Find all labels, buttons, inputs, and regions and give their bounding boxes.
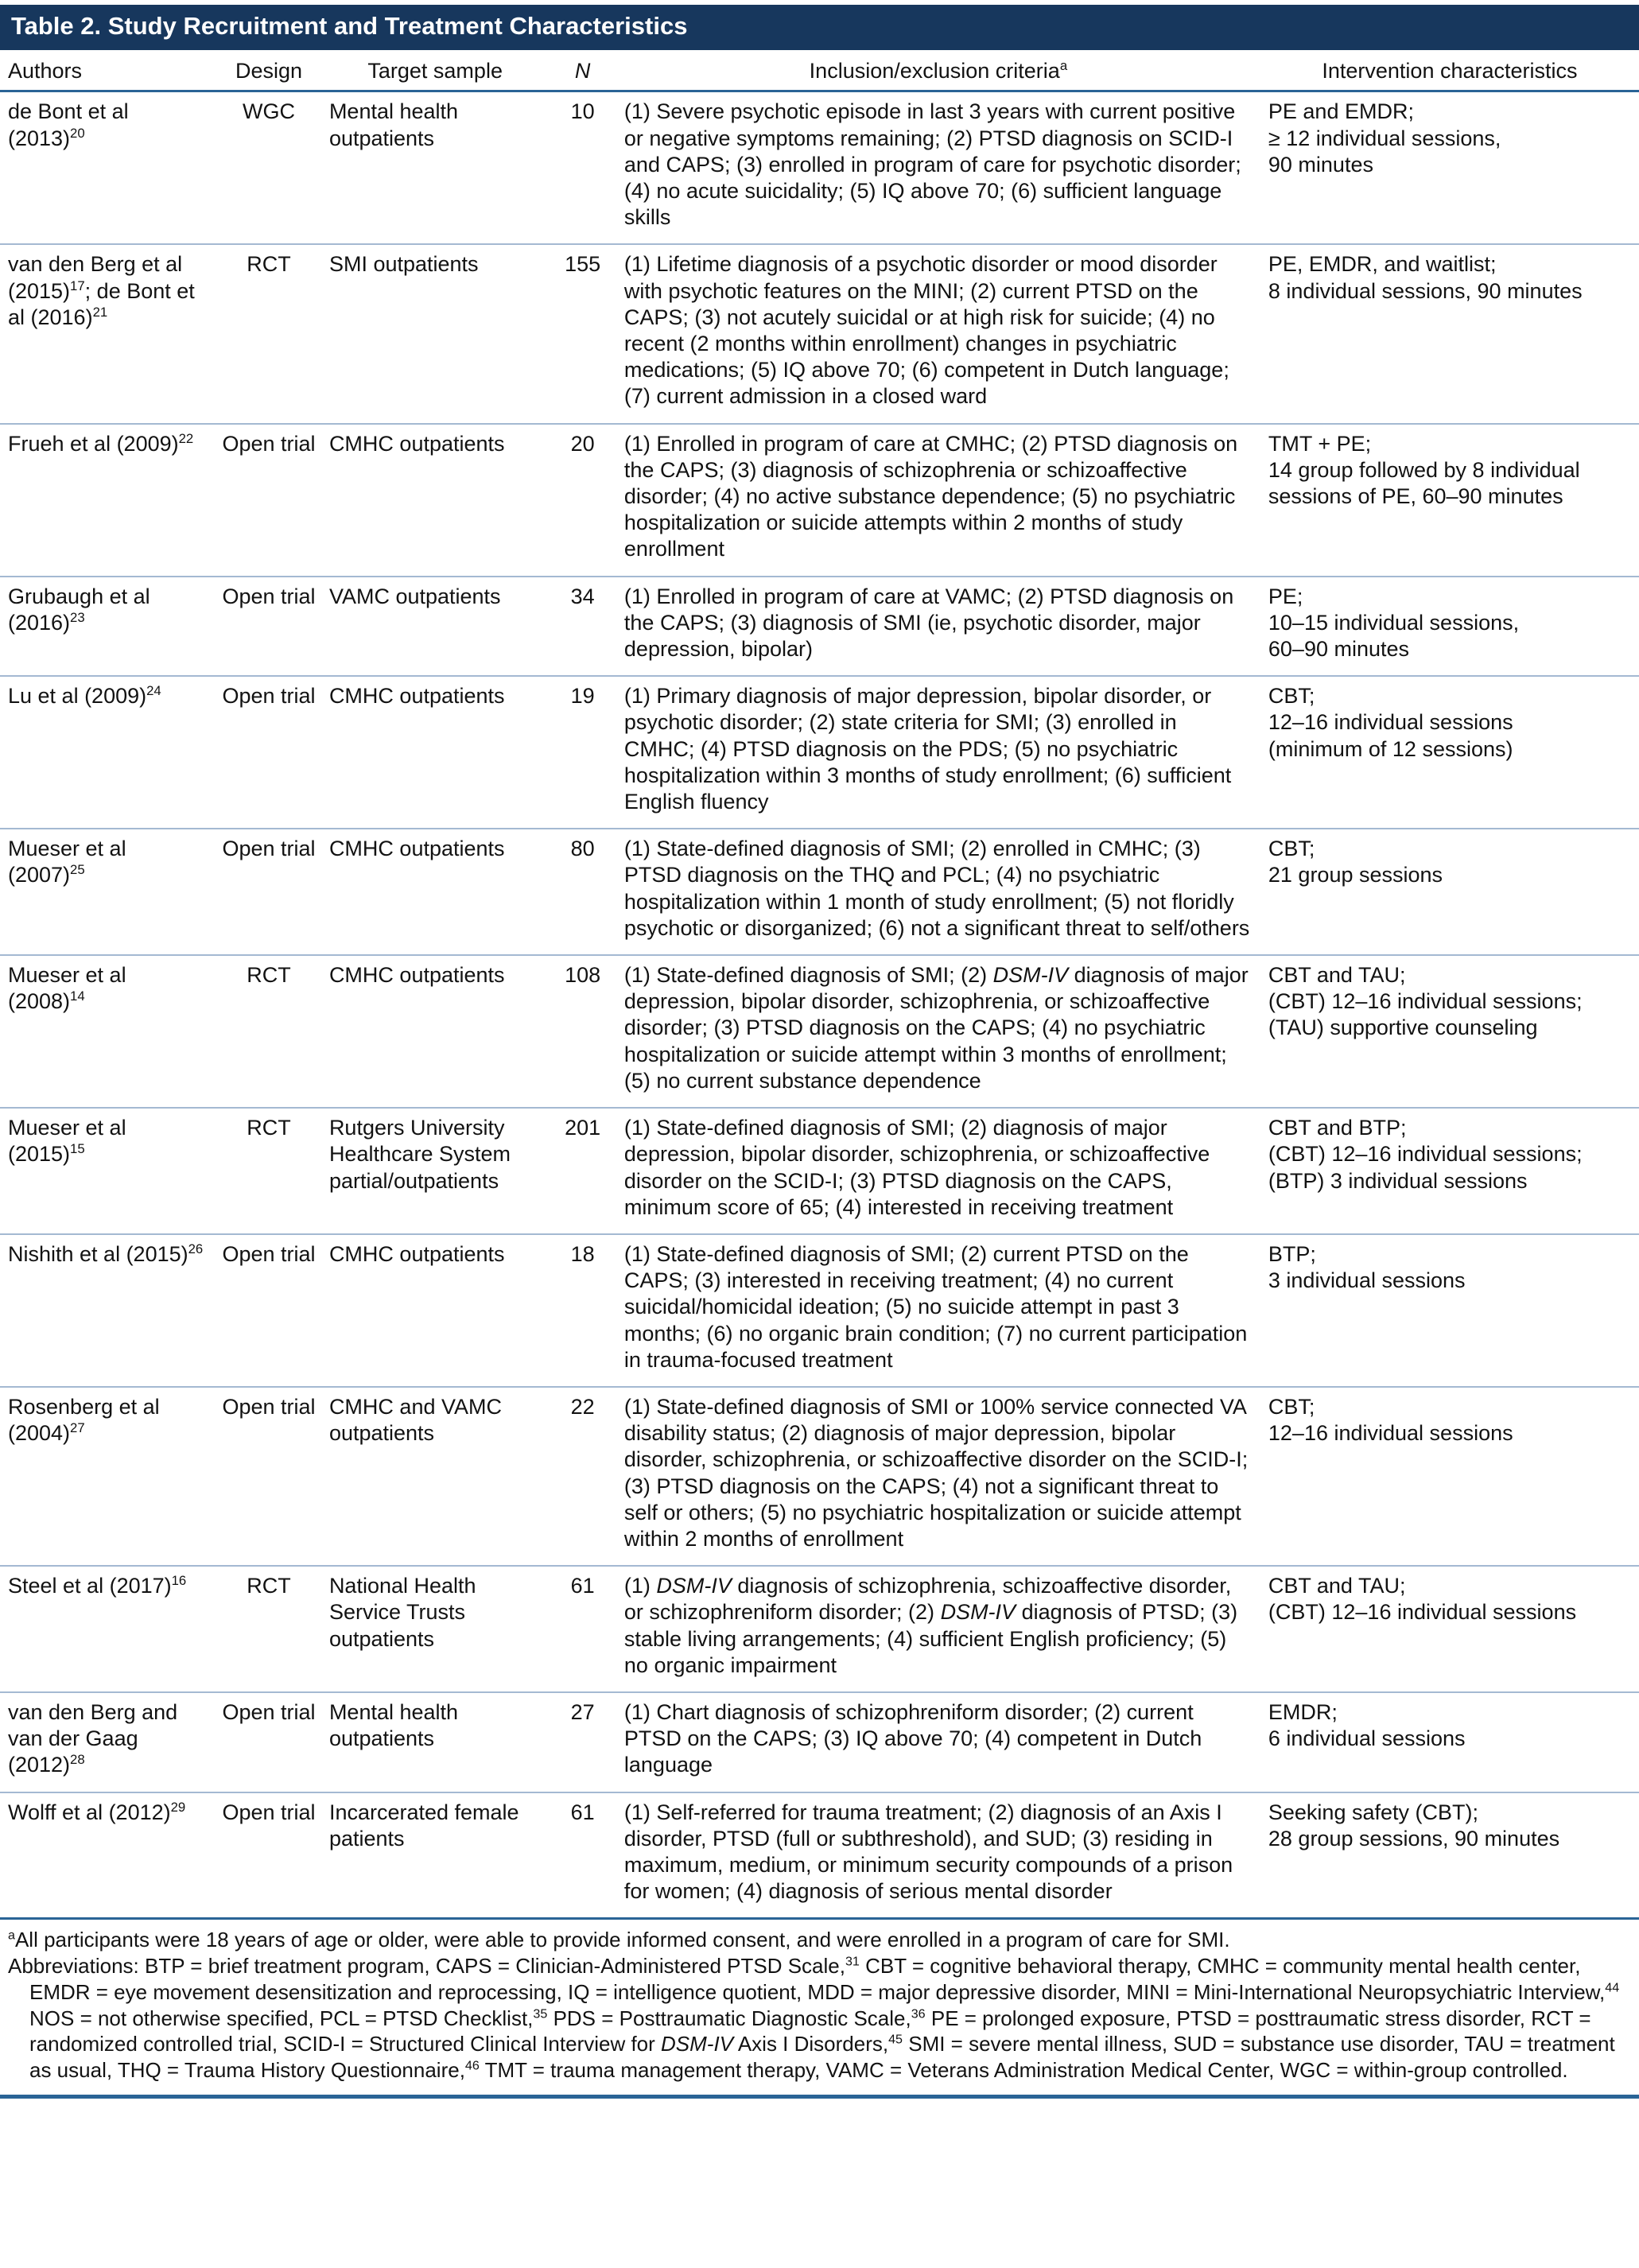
n-cell: 20: [549, 424, 616, 577]
table-row: [0, 577, 1639, 677]
intervention-cell: BTP; 3 individual sessions: [1260, 1234, 1639, 1387]
intervention-cell: CBT and TAU; (CBT) 12–16 individual sessions: [1260, 1566, 1639, 1692]
design-cell: RCT: [216, 1108, 321, 1234]
study-table: [0, 50, 1639, 1920]
intervention-cell: EMDR; 6 individual sessions: [1260, 1692, 1639, 1792]
target-sample-cell: CMHC outpatients: [321, 829, 549, 955]
authors-cell: Frueh et al $(2009)^{22}$: [0, 424, 216, 577]
criteria-cell: (1) Severe psychotic episode in last 3 years with current positive or negative symptoms remaining; (2) PTSD diagnosis on SCID-I and CAPS; (3) enrolled in program of care for psychotic disorder; (4) no acute suicidality; (5) IQ above 70; (6) sufficient language skills: [616, 91, 1260, 245]
column-header-n: N: [549, 50, 616, 91]
authors-cell: de Bont et al $(2013)^{20}$: [0, 91, 216, 245]
column-header-intervention: Intervention characteristics: [1260, 50, 1639, 91]
authors-cell: Nishith et al $(2015)^{26}$: [0, 1234, 216, 1387]
target-sample-cell: Mental health outpatients: [321, 91, 549, 245]
target-sample-cell: CMHC outpatients: [321, 676, 549, 829]
design-cell: RCT: [216, 244, 321, 423]
intervention-cell: TMT + PE; 14 group followed by 8 individual sessions of PE, 60–90 minutes: [1260, 424, 1639, 577]
footnote-participants: $^a$All participants were 18 years of age or older, were able to provide informed consent, and were enrolled in a program of care for SMI.: [8, 1928, 1230, 1952]
target-sample-cell: SMI outpatients: [321, 244, 549, 423]
footnote-abbreviations: Abbreviations: BTP = brief treatment program, CAPS = Clinician-Administered PTSD Scale,$^{31}$ CBT = cognitive behavioral therapy, CMHC = community mental health center, EMDR = eye movement desensitization and reprocessing, IQ = intelligence quotient, MDD = major depressive disorder, MINI = Mini-International Neuropsychiatric Interview,$^{44}$ NOS = not otherwise specified, PCL = PTSD Checklist,$^{35}$ PDS = Posttraumatic Diagnostic Scale,$^{36}$ PE = prolonged exposure, PTSD = posttraumatic stress disorder, RCT = randomized controlled trial, SCID-I = Structured Clinical Interview for DSM-IV Axis I Disorders,$^{45}$ SMI = severe mental illness, SUD = substance use disorder, TAU = treatment as usual, THQ = Trauma History Questionnaire,$^{46}$ TMT = trauma management therapy, VAMC = Veterans Administration Medical Center, WGC = within-group controlled.: [8, 1954, 1620, 2083]
table-header: [0, 50, 1639, 91]
criteria-cell: (1) State-defined diagnosis of SMI or 100% service connected VA disability status; (2) diagnosis of major depression, bipolar disorder, schizophrenia, or schizoaffective disorder on the SCID-I; (3) PTSD diagnosis on the CAPS; (4) not a significant threat to self or others; (5) no psychiatric hospitalization or suicide attempt within 2 months of enrollment: [616, 1387, 1260, 1566]
table-row: [0, 829, 1639, 955]
target-sample-cell: National Health Service Trusts outpatients: [321, 1566, 549, 1692]
intervention-cell: CBT; 12–16 individual sessions (minimum of 12 sessions): [1260, 676, 1639, 829]
intervention-cell: CBT and BTP; (CBT) 12–16 individual sessions; (BTP) 3 individual sessions: [1260, 1108, 1639, 1234]
authors-cell: Lu et al $(2009)^{24}$: [0, 676, 216, 829]
design-cell: RCT: [216, 955, 321, 1108]
criteria-cell: (1) Enrolled in program of care at VAMC; (2) PTSD diagnosis on the CAPS; (3) diagnosis of SMI (ie, psychotic disorder, major depression, bipolar): [616, 577, 1260, 677]
target-sample-cell: CMHC outpatients: [321, 955, 549, 1108]
table-row: [0, 955, 1639, 1108]
criteria-cell: (1) State-defined diagnosis of SMI; (2) current PTSD on the CAPS; (3) interested in receiving treatment; (4) no current suicidal/homicidal ideation; (5) no suicide attempt in past 3 months; (6) no organic brain condition; (7) no current participation in trauma-focused treatment: [616, 1234, 1260, 1387]
design-cell: Open trial: [216, 1692, 321, 1792]
authors-cell: Mueser et al $(2015)^{15}$: [0, 1108, 216, 1234]
intervention-cell: PE, EMDR, and waitlist; 8 individual sessions, 90 minutes: [1260, 244, 1639, 423]
table-row: [0, 676, 1639, 829]
table-title: Table 2. Study Recruitment and Treatment Characteristics: [11, 12, 688, 40]
table-row: [0, 1234, 1639, 1387]
column-header-criteria: Inclusion/exclusion criteria$^a$: [616, 50, 1260, 91]
footnotes: [0, 1920, 1639, 2099]
intervention-cell: PE; 10–15 individual sessions, 60–90 minutes: [1260, 577, 1639, 677]
intervention-cell: CBT; 21 group sessions: [1260, 829, 1639, 955]
intervention-cell: CBT and TAU; (CBT) 12–16 individual sessions; (TAU) supportive counseling: [1260, 955, 1639, 1108]
table-row: [0, 424, 1639, 577]
table-title-bar: [0, 5, 1639, 50]
authors-cell: Mueser et al $(2008)^{14}$: [0, 955, 216, 1108]
n-cell: 201: [549, 1108, 616, 1234]
target-sample-cell: CMHC outpatients: [321, 424, 549, 577]
column-header-design: Design: [216, 50, 321, 91]
table-row: [0, 1566, 1639, 1692]
n-cell: 27: [549, 1692, 616, 1792]
n-cell: 18: [549, 1234, 616, 1387]
column-header-authors: Authors: [0, 50, 216, 91]
intervention-cell: Seeking safety (CBT); 28 group sessions, 90 minutes: [1260, 1792, 1639, 1919]
header-row: [0, 50, 1639, 91]
column-header-target-sample: Target sample: [321, 50, 549, 91]
intervention-cell: PE and EMDR; ≥ 12 individual sessions, 90 minutes: [1260, 91, 1639, 245]
target-sample-cell: Mental health outpatients: [321, 1692, 549, 1792]
intervention-cell: CBT; 12–16 individual sessions: [1260, 1387, 1639, 1566]
table-row: [0, 1792, 1639, 1919]
criteria-cell: (1) Chart diagnosis of schizophreniform disorder; (2) current PTSD on the CAPS; (3) IQ above 70; (4) competent in Dutch language: [616, 1692, 1260, 1792]
design-cell: Open trial: [216, 676, 321, 829]
design-cell: Open trial: [216, 1234, 321, 1387]
authors-cell: Rosenberg et al $(2004)^{27}$: [0, 1387, 216, 1566]
criteria-cell: (1) DSM-IV diagnosis of schizophrenia, schizoaffective disorder, or schizophreniform disorder; (2) DSM-IV diagnosis of PTSD; (3) stable living arrangements; (4) sufficient English proficiency; (5) no organic impairment: [616, 1566, 1260, 1692]
criteria-cell: (1) Self-referred for trauma treatment; (2) diagnosis of an Axis I disorder, PTSD (full or subthreshold), and SUD; (3) residing in maximum, medium, or minimum security compounds of a prison for women; (4) diagnosis of serious mental disorder: [616, 1792, 1260, 1919]
n-cell: 155: [549, 244, 616, 423]
table-body: [0, 91, 1639, 1919]
table-row: [0, 244, 1639, 423]
target-sample-cell: CMHC and VAMC outpatients: [321, 1387, 549, 1566]
design-cell: Open trial: [216, 424, 321, 577]
authors-cell: van den Berg et al $(2015)^{17}$; de Bont et al $(2016)^{21}$: [0, 244, 216, 423]
table-row: [0, 1387, 1639, 1566]
n-cell: 61: [549, 1792, 616, 1919]
n-cell: 61: [549, 1566, 616, 1692]
design-cell: Open trial: [216, 577, 321, 677]
criteria-cell: (1) State-defined diagnosis of SMI; (2) enrolled in CMHC; (3) PTSD diagnosis on the THQ and PCL; (4) no psychiatric hospitalization within 1 month of study enrollment; (5) not floridly psychotic or disorganized; (6) not a significant threat to self/others: [616, 829, 1260, 955]
authors-cell: Mueser et al $(2007)^{25}$: [0, 829, 216, 955]
table-row: [0, 91, 1639, 245]
criteria-cell: (1) Lifetime diagnosis of a psychotic disorder or mood disorder with psychotic features on the MINI; (2) current PTSD on the CAPS; (3) not acutely suicidal or at high risk for suicide; (4) no recent (2 months within enrollment) changes in psychiatric medications; (5) IQ above 70; (6) competent in Dutch language; (7) current admission in a closed ward: [616, 244, 1260, 423]
n-cell: 108: [549, 955, 616, 1108]
design-cell: RCT: [216, 1566, 321, 1692]
target-sample-cell: Rutgers University Healthcare System partial/outpatients: [321, 1108, 549, 1234]
n-cell: 80: [549, 829, 616, 955]
criteria-cell: (1) State-defined diagnosis of SMI; (2) diagnosis of major depression, bipolar disorder, schizophrenia, or schizoaffective disorder on the SCID-I; (3) PTSD diagnosis on the CAPS, minimum score of 65; (4) interested in receiving treatment: [616, 1108, 1260, 1234]
criteria-cell: (1) Enrolled in program of care at CMHC; (2) PTSD diagnosis on the CAPS; (3) diagnosis of schizophrenia or schizoaffective disorder; (4) no active substance dependence; (5) no psychiatric hospitalization or suicide attempts within 2 months of study enrollment: [616, 424, 1260, 577]
authors-cell: van den Berg and van der Gaag $(2012)^{28}$: [0, 1692, 216, 1792]
authors-cell: Grubaugh et al $(2016)^{23}$: [0, 577, 216, 677]
authors-cell: Wolff et al $(2012)^{29}$: [0, 1792, 216, 1919]
criteria-cell: (1) Primary diagnosis of major depression, bipolar disorder, or psychotic disorder; (2) state criteria for SMI; (3) enrolled in CMHC; (4) PTSD diagnosis on the PDS; (5) no psychiatric hospitalization within 3 months of study enrollment; (6) sufficient English fluency: [616, 676, 1260, 829]
design-cell: Open trial: [216, 1792, 321, 1919]
table-row: [0, 1108, 1639, 1234]
n-cell: 10: [549, 91, 616, 245]
target-sample-cell: CMHC outpatients: [321, 1234, 549, 1387]
authors-cell: Steel et al $(2017)^{16}$: [0, 1566, 216, 1692]
table-row: [0, 1692, 1639, 1792]
target-sample-cell: Incarcerated female patients: [321, 1792, 549, 1919]
design-cell: Open trial: [216, 1387, 321, 1566]
n-cell: 19: [549, 676, 616, 829]
design-cell: WGC: [216, 91, 321, 245]
criteria-cell: (1) State-defined diagnosis of SMI; (2) DSM-IV diagnosis of major depression, bipolar disorder, schizophrenia, or schizoaffective disorder; (3) PTSD diagnosis on the CAPS; (4) no psychiatric hospitalization or suicide attempt within 3 months of enrollment; (5) no current substance dependence: [616, 955, 1260, 1108]
design-cell: Open trial: [216, 829, 321, 955]
target-sample-cell: VAMC outpatients: [321, 577, 549, 677]
n-cell: 22: [549, 1387, 616, 1566]
n-cell: 34: [549, 577, 616, 677]
